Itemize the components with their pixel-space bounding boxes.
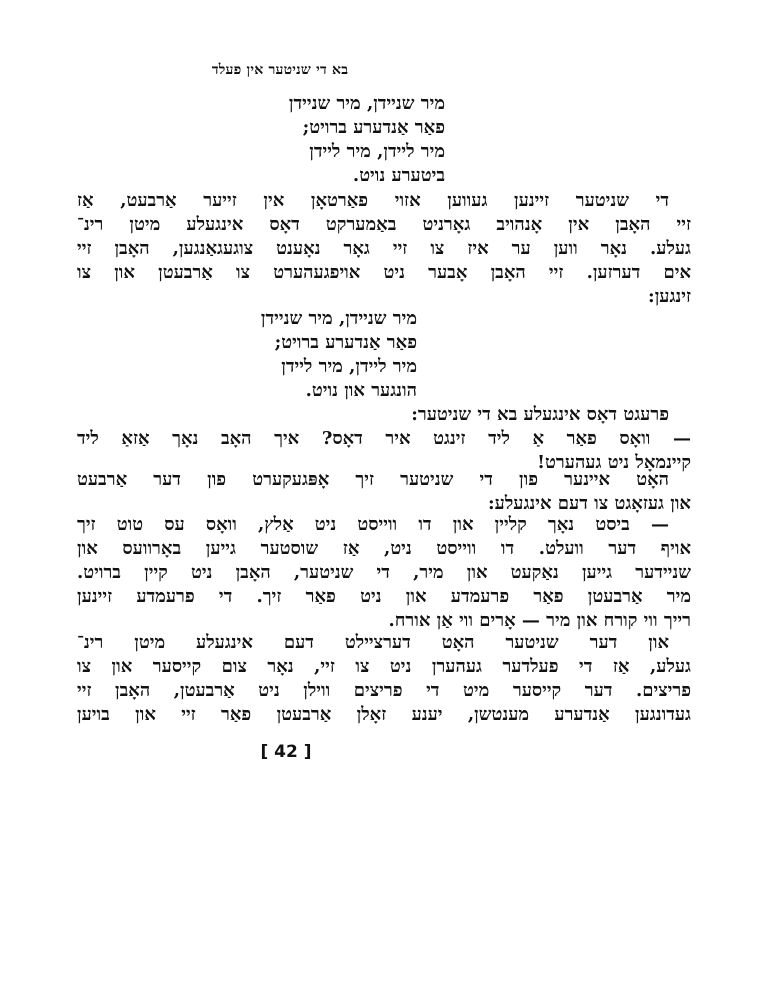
text-line: געדונגען אַנדערע מענטשן, יענע זאָלן אַרבעטן פאַר זיי און בויען: [77, 704, 691, 725]
text-line: זינגען:: [648, 286, 691, 307]
text-line: פרעגט דאָס אינגעלע בא די שניטער:: [411, 404, 669, 425]
text-line: שניידער גייען נאַקעט און מיר, די שניטער, האָבן ניט קיין ברויט.: [77, 562, 691, 583]
verse-stanza-1: [225, 92, 445, 188]
verse-line: הונגער און נויט.: [305, 380, 417, 401]
text-line: — ביסט נאָך קליין און דו ווייסט ניט אַלץ, וואָס עס טוט זיך: [77, 514, 669, 535]
verse-line: מיר שניידן, מיר שניידן: [260, 308, 417, 329]
text-line: די שניטער זיינען געווען אזוי פאַרטאָן אין זייער אַרבעט, אַז: [77, 190, 669, 211]
text-line: געלע. נאָר ווען ער איז צו זיי גאָר נאָענט צוגעגאַנגען, האָבן זיי: [77, 238, 691, 259]
verse-line: מיר ליידן, מיר ליידן: [309, 141, 445, 162]
text-line: אויף דער וועלט. דו ווייסט ניט, אַז שוסטער גייען באָרוועס און: [77, 538, 691, 559]
verse-line: פאַר אַנדערע ברויט;: [302, 117, 445, 138]
verse-line: מיר שניידן, מיר שניידן: [288, 93, 445, 114]
text-line: פריצים. דער קייסער מיט די פריצים ווילן ניט אַרבעטן, האָבן זיי: [77, 680, 691, 701]
paragraph-3: [77, 468, 691, 516]
text-line: און דער שניטער האָט דערציילט דעם אינגעלע מיטן רינ־: [77, 632, 669, 653]
verse-stanza-2: [217, 307, 417, 403]
running-head: בא די שניטער אין פעלד: [211, 62, 349, 78]
text-line: געלע, אַז די פעלדער געהערן ניט צו זיי, נאָר צום קייסער און צו: [77, 656, 691, 677]
text-line: רייך ווי קורח און מיר — אָרים ווי אַן אורח.: [388, 610, 691, 631]
paragraph-5: [77, 631, 691, 727]
text-line: זיי האָבן אין אָנהויב גאָרניט באַמערקט דאָס אינגעלע מיטן רינ־: [77, 214, 691, 235]
paragraph-2: [77, 403, 691, 475]
paragraph-4: [77, 513, 691, 633]
text-line: אים דערזען. זיי האָבן אָבער ניט אויפגעהערט צו אַרבעטן און צו: [77, 262, 691, 283]
text-line: קיינמאָל ניט געהערט!: [537, 452, 691, 473]
verse-line: מיר ליידן, מיר ליידן: [281, 356, 417, 377]
text-line: — וואָס פאַר אַ ליד זינגט איר דאָס? איך האָב נאָך אַזאַ ליד: [77, 428, 691, 449]
page-number: [ 42 ]: [260, 742, 312, 762]
text-line: האָט איינער פון די שניטער זיך אָפּגעקערט פון דער אַרבעט: [77, 469, 669, 490]
verse-line: פאַר אַנדערע ברויט;: [274, 332, 417, 353]
text-line: און געזאָגט צו דעם אינגעלע:: [488, 493, 691, 514]
paragraph-1: [77, 189, 691, 309]
verse-line: ביטערע נויט.: [352, 165, 445, 186]
text-line: מיר אַרבעטן פאַר פרעמדע און ניט פאַר זיך. די פרעמדע זיינען: [77, 586, 691, 607]
